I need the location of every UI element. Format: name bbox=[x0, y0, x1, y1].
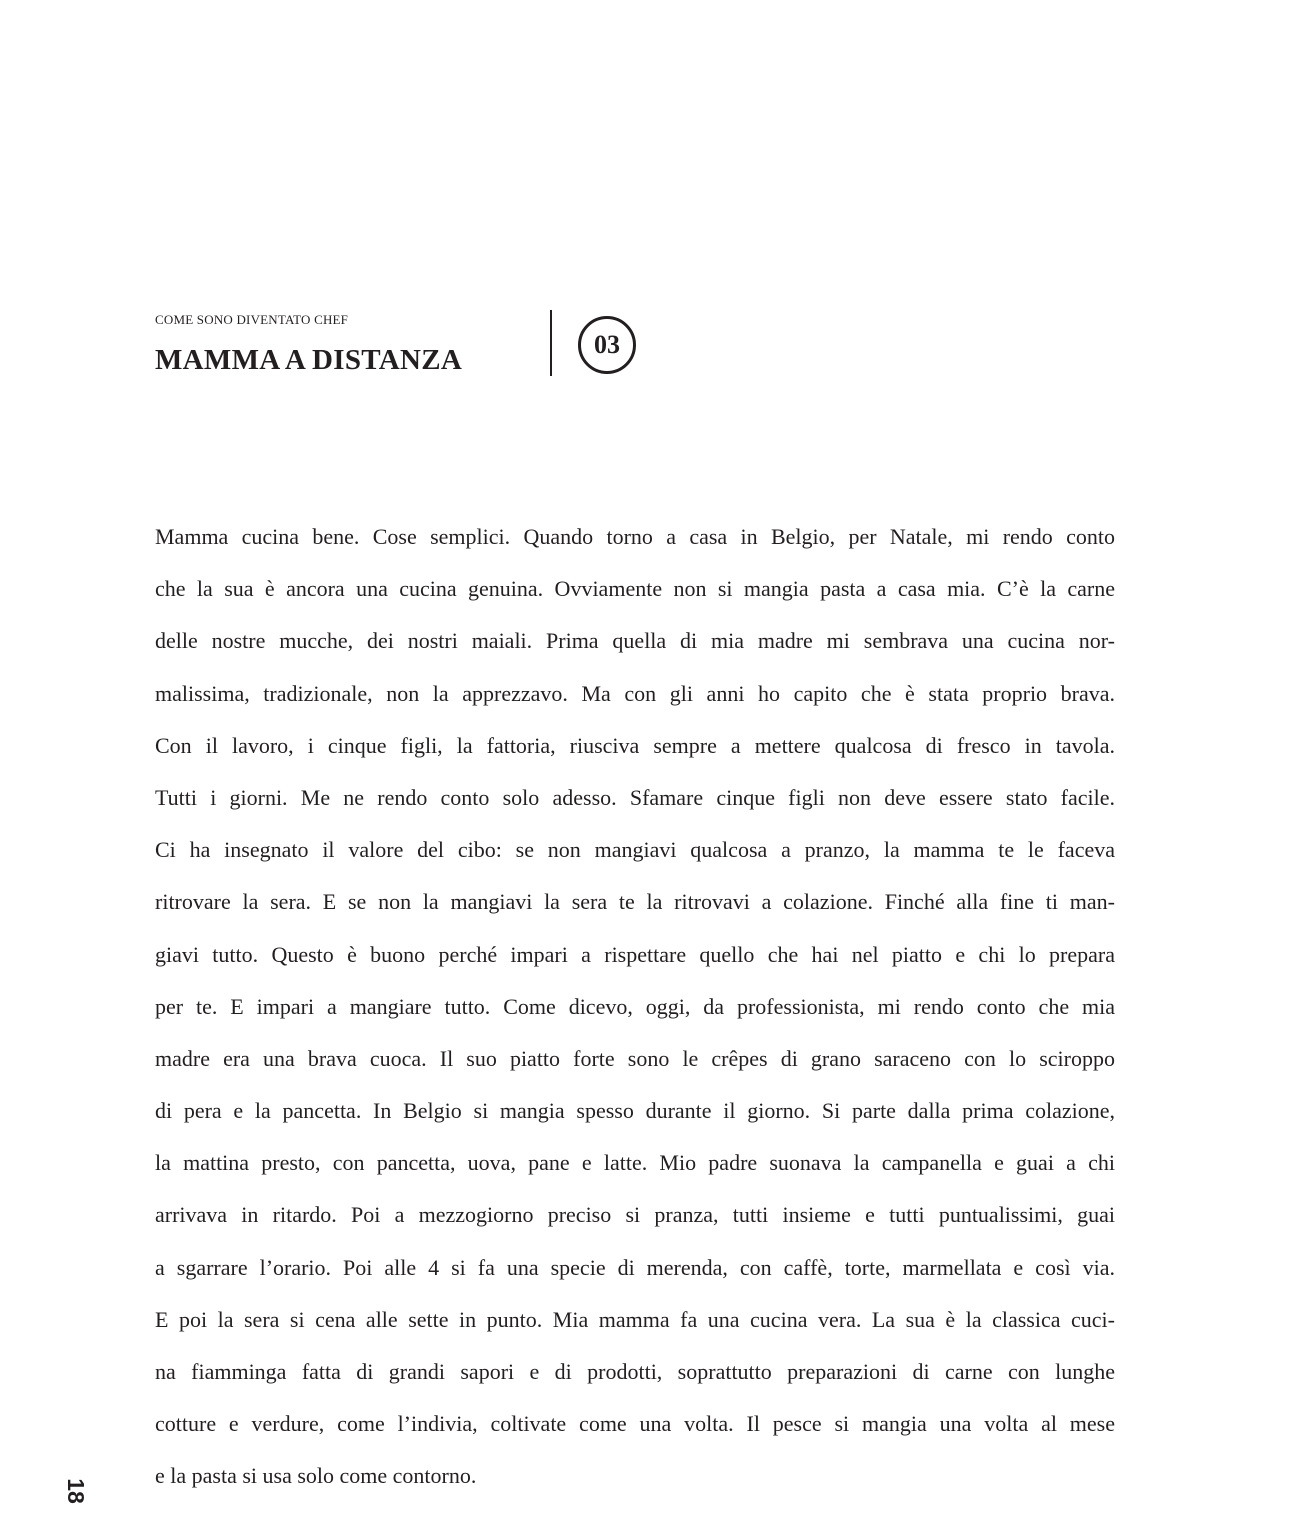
body-line: giavi tutto. Questo è buono perché impari a rispettare quello che hai nel piatto e chi lo prepara bbox=[155, 941, 1115, 967]
body-line: arrivava in ritardo. Poi a mezzogiorno preciso si pranza, tutti insieme e tutti puntualissimi, guai bbox=[155, 1202, 1115, 1228]
body-line: che la sua è ancora una cucina genuina. Ovviamente non si mangia pasta a casa mia. C’è la carne bbox=[155, 576, 1115, 602]
body-line: ritrovare la sera. E se non la mangiavi la sera te la ritrovavi a colazione. Finché alla fine ti man- bbox=[155, 889, 1115, 915]
chapter-title: MAMMA A DISTANZA bbox=[155, 344, 463, 376]
body-line: madre era una brava cuoca. Il suo piatto forte sono le crêpes di grano saraceno con lo sciroppo bbox=[155, 1045, 1115, 1071]
body-line: e la pasta si usa solo come contorno. bbox=[155, 1463, 477, 1489]
body-line: di pera e la pancetta. In Belgio si mangia spesso durante il giorno. Si parte dalla prima colazione, bbox=[155, 1098, 1115, 1124]
body-line: cotture e verdure, come l’indivia, coltivate come una volta. Il pesce si mangia una volta al mese bbox=[155, 1411, 1115, 1437]
body-line: a sgarrare l’orario. Poi alle 4 si fa una specie di merenda, con caffè, torte, marmellata e così via. bbox=[155, 1254, 1115, 1280]
header-divider bbox=[550, 310, 552, 376]
body-line: Con il lavoro, i cinque figli, la fattoria, riusciva sempre a mettere qualcosa di fresco in tavola. bbox=[155, 732, 1115, 758]
body-line: Ci ha insegnato il valore del cibo: se non mangiavi qualcosa a pranzo, la mamma te le faceva bbox=[155, 837, 1115, 863]
body-line: per te. E impari a mangiare tutto. Come dicevo, oggi, da professionista, mi rendo conto che mia bbox=[155, 993, 1115, 1019]
page-number: 18 bbox=[63, 1478, 89, 1504]
chapter-number-badge: 03 bbox=[578, 316, 636, 374]
body-line: Tutti i giorni. Me ne rendo conto solo adesso. Sfamare cinque figli non deve essere stato facile. bbox=[155, 784, 1115, 810]
body-line: delle nostre mucche, dei nostri maiali. Prima quella di mia madre mi sembrava una cucina nor- bbox=[155, 628, 1115, 654]
body-line: la mattina presto, con pancetta, uova, pane e latte. Mio padre suonava la campanella e guai a chi bbox=[155, 1150, 1115, 1176]
body-line: E poi la sera si cena alle sette in punto. Mia mamma fa una cucina vera. La sua è la classica cuci- bbox=[155, 1306, 1115, 1332]
body-line: na fiamminga fatta di grandi sapori e di prodotti, soprattutto preparazioni di carne con lunghe bbox=[155, 1359, 1115, 1384]
chapter-kicker: COME SONO DIVENTATO CHEF bbox=[155, 312, 349, 327]
body-line: malissima, tradizionale, non la apprezzavo. Ma con gli anni ho capito che è stata proprio brava. bbox=[155, 680, 1115, 706]
body-text bbox=[155, 519, 1115, 1511]
body-line: Mamma cucina bene. Cose semplici. Quando torno a casa in Belgio, per Natale, mi rendo conto bbox=[155, 524, 1115, 549]
